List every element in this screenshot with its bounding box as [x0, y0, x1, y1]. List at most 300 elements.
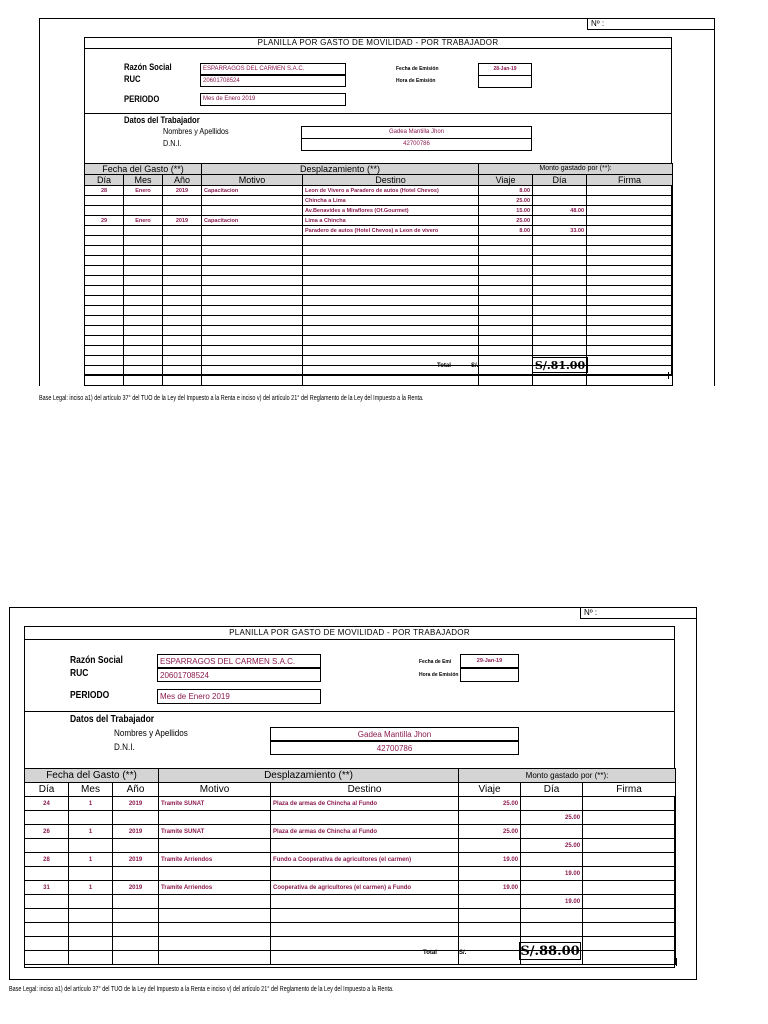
dni-label: D.N.I. [114, 742, 135, 752]
cell-viaje [459, 895, 521, 909]
header-row-group [85, 164, 673, 175]
cell-dia [85, 226, 124, 236]
cell-motivo [159, 867, 271, 881]
cell-destino [303, 296, 479, 306]
table-row [25, 923, 676, 937]
cell-anio [113, 867, 159, 881]
cell-destino [303, 356, 479, 366]
total-label: Total [437, 363, 451, 369]
gastos-table [84, 163, 673, 386]
dia-header: Día [25, 783, 69, 797]
cell-firma [583, 867, 676, 881]
cell-anio [163, 366, 202, 376]
table-row [85, 266, 673, 276]
cell-viaje [479, 356, 533, 366]
cell-viaje [459, 867, 521, 881]
cell-viaje [479, 236, 533, 246]
nombres-value: Gadea Mantilla Jhon [270, 727, 519, 741]
hora-emision-label: Hora de Emisión [419, 672, 459, 678]
cell-firma [587, 226, 673, 236]
table-row [85, 206, 673, 216]
cell-firma [587, 246, 673, 256]
cell-firma [587, 256, 673, 266]
cell-destino: Av.Benavides a Miraflores (Of.Gourmet) [303, 206, 479, 216]
cell-motivo [202, 346, 303, 356]
cell-destino [303, 366, 479, 376]
cell-anio: 2019 [113, 825, 159, 839]
cell-anio: 2019 [163, 186, 202, 196]
cell-anio: 2019 [113, 797, 159, 811]
cell-anio [113, 937, 159, 951]
cell-motivo [202, 326, 303, 336]
cell-anio [113, 811, 159, 825]
cell-destino [303, 266, 479, 276]
cell-firma [583, 881, 676, 895]
cell-firma [587, 356, 673, 366]
cell-firma [587, 216, 673, 226]
cell-dia [85, 356, 124, 366]
cell-mes [124, 196, 163, 206]
cell-anio [163, 306, 202, 316]
cell-firma [587, 326, 673, 336]
cell-motivo [202, 246, 303, 256]
cell-firma [583, 951, 676, 965]
table-row [85, 376, 673, 386]
cell-anio [163, 256, 202, 266]
cell-anio [163, 356, 202, 366]
cell-mes: Enero [124, 216, 163, 226]
cell-motivo [159, 909, 271, 923]
cell-destino: Cooperativa de agricultores (el carmen) a Fundo [271, 881, 459, 895]
total-currency: S/. [459, 950, 467, 956]
fecha-gasto-header: Fecha del Gasto (**) [25, 769, 159, 783]
cell-anio [163, 286, 202, 296]
anio-header: Año [113, 783, 159, 797]
cell-motivo [159, 895, 271, 909]
cell-motivo [159, 811, 271, 825]
gastos-body [25, 797, 676, 965]
margin-mark [676, 958, 677, 966]
cell-destino [303, 316, 479, 326]
cell-firma [583, 895, 676, 909]
cell-dia [85, 276, 124, 286]
table-row [25, 825, 676, 839]
cell-viaje [479, 256, 533, 266]
cell-firma [587, 306, 673, 316]
cell-mes [69, 937, 113, 951]
cell-dia [85, 256, 124, 266]
cell-viaje [459, 923, 521, 937]
table-row [85, 276, 673, 286]
cell-anio [163, 296, 202, 306]
cell-viaje [479, 316, 533, 326]
cell-firma [583, 909, 676, 923]
nombres-value: Gadea Mantilla Jhon [301, 126, 532, 139]
cell-viaje [479, 276, 533, 286]
motivo-header: Motivo [202, 175, 303, 186]
cell-mes [124, 346, 163, 356]
header-row-columns [85, 175, 673, 186]
cell-anio [113, 951, 159, 965]
cell-motivo [202, 316, 303, 326]
cell-mes [124, 286, 163, 296]
cell-mes [124, 316, 163, 326]
cell-anio [163, 206, 202, 216]
cell-dia-monto [533, 216, 587, 226]
table-row [85, 286, 673, 296]
cell-dia [85, 316, 124, 326]
cell-dia [85, 306, 124, 316]
table-row [85, 336, 673, 346]
cell-viaje [479, 286, 533, 296]
cell-anio [113, 909, 159, 923]
table-row [85, 186, 673, 196]
cell-motivo [202, 226, 303, 236]
cell-dia [85, 266, 124, 276]
cell-viaje: 19.00 [459, 853, 521, 867]
cell-firma [587, 276, 673, 286]
cell-dia-monto: 19.00 [521, 867, 583, 881]
razon-social-value: ESPARRAGOS DEL CARMEN S.A.C. [157, 654, 321, 668]
datos-trabajador-label: Datos del Trabajador [70, 714, 155, 725]
cell-mes [124, 276, 163, 286]
cell-destino [303, 336, 479, 346]
cell-motivo [202, 286, 303, 296]
periodo-value: Mes de Enero 2019 [200, 93, 346, 106]
fecha-emision-label: Fecha de Emisión [396, 66, 439, 72]
cell-dia-monto [533, 376, 587, 386]
cell-dia [85, 286, 124, 296]
cell-anio: 2019 [113, 853, 159, 867]
cell-firma [583, 811, 676, 825]
destino-header: Destino [303, 175, 479, 186]
cell-destino [303, 246, 479, 256]
cell-firma [583, 853, 676, 867]
cell-firma [587, 206, 673, 216]
cell-viaje [479, 296, 533, 306]
cell-dia [85, 246, 124, 256]
cell-firma [587, 366, 673, 376]
cell-dia-monto [521, 825, 583, 839]
cell-anio: 2019 [163, 216, 202, 226]
cell-motivo [202, 296, 303, 306]
cell-destino: Fundo a Cooperativa de agricultores (el carmen) [271, 853, 459, 867]
cell-destino [271, 895, 459, 909]
ruc-value: 20601708524 [157, 668, 321, 682]
cell-dia: 28 [25, 853, 69, 867]
ruc-label: RUC [124, 74, 141, 84]
cell-dia [85, 206, 124, 216]
cell-dia [85, 366, 124, 376]
cell-dia-monto: 48.00 [533, 206, 587, 216]
table-row [85, 246, 673, 256]
cell-viaje [479, 266, 533, 276]
cell-motivo [202, 206, 303, 216]
cell-destino [303, 256, 479, 266]
table-row [25, 909, 676, 923]
cell-mes [69, 951, 113, 965]
razon-social-label: Razón Social [124, 62, 172, 72]
nombres-label: Nombres y Apellidos [114, 728, 188, 738]
monto-header: Monto gastado por (**): [479, 164, 673, 175]
cell-anio [163, 196, 202, 206]
table-row [85, 326, 673, 336]
cell-firma [583, 825, 676, 839]
cell-destino: Lima a Chincha [303, 216, 479, 226]
cell-dia-monto [533, 336, 587, 346]
cell-destino [271, 937, 459, 951]
cell-mes [124, 376, 163, 386]
cell-destino [303, 286, 479, 296]
cell-dia-monto [533, 346, 587, 356]
total-label: Total [423, 950, 437, 956]
cell-motivo: Tramite SUNAT [159, 797, 271, 811]
cell-motivo [202, 266, 303, 276]
cell-mes: Enero [124, 186, 163, 196]
cell-dia [25, 909, 69, 923]
cell-destino [303, 306, 479, 316]
cell-dia-monto: 25.00 [521, 839, 583, 853]
cell-anio [163, 276, 202, 286]
numero-box: Nº : [587, 18, 715, 30]
cell-mes [124, 236, 163, 246]
cell-dia-monto [533, 246, 587, 256]
cell-motivo [202, 366, 303, 376]
cell-mes [69, 909, 113, 923]
cell-anio [113, 895, 159, 909]
table-row [85, 316, 673, 326]
cell-destino: Paradero de autos (Hotel Chevos) a Leon de vivero [303, 226, 479, 236]
hora-emision-value [478, 75, 532, 88]
cell-mes [69, 811, 113, 825]
cell-anio [163, 236, 202, 246]
cell-dia: 29 [85, 216, 124, 226]
cell-firma [583, 923, 676, 937]
anio-header: Año [163, 175, 202, 186]
cell-dia-monto: 25.00 [521, 811, 583, 825]
cell-mes: 1 [69, 825, 113, 839]
cell-firma [587, 266, 673, 276]
table-row [25, 839, 676, 853]
cell-dia [25, 867, 69, 881]
cell-dia [25, 811, 69, 825]
cell-motivo: Tramite Arriendos [159, 881, 271, 895]
cell-destino: Plaza de armas de Chincha al Fundo [271, 797, 459, 811]
cell-mes [124, 326, 163, 336]
cell-mes: 1 [69, 797, 113, 811]
cell-viaje [479, 306, 533, 316]
cell-viaje [479, 336, 533, 346]
cell-motivo [202, 256, 303, 266]
gastos-body [85, 186, 673, 386]
fecha-emision-value: 29-Jan-19 [460, 654, 519, 668]
table-row [25, 895, 676, 909]
cell-firma [587, 346, 673, 356]
cell-viaje [459, 909, 521, 923]
cell-viaje: 8.00 [479, 186, 533, 196]
periodo-label: PERIODO [70, 690, 110, 701]
table-row [85, 296, 673, 306]
cell-dia-monto [533, 196, 587, 206]
margin-mark [668, 372, 669, 379]
cell-anio: 2019 [113, 881, 159, 895]
cell-viaje: 25.00 [459, 825, 521, 839]
cell-motivo [202, 356, 303, 366]
razon-social-value: ESPARRAGOS DEL CARMEN S.A.C. [200, 63, 346, 75]
dni-value: 42700786 [270, 741, 519, 755]
motivo-header: Motivo [159, 783, 271, 797]
cell-motivo [159, 839, 271, 853]
cell-viaje [459, 839, 521, 853]
cell-mes [124, 306, 163, 316]
destino-header: Destino [271, 783, 459, 797]
cell-viaje [479, 346, 533, 356]
cell-mes [124, 296, 163, 306]
cell-dia-monto [521, 923, 583, 937]
table-row [25, 881, 676, 895]
cell-dia-monto [533, 296, 587, 306]
cell-dia [25, 937, 69, 951]
cell-mes [69, 839, 113, 853]
cell-destino [271, 811, 459, 825]
dia-monto-header: Día [521, 783, 583, 797]
section-divider [24, 711, 675, 712]
cell-viaje: 8.00 [479, 226, 533, 236]
cell-dia-monto [533, 236, 587, 246]
cell-mes: 1 [69, 853, 113, 867]
fecha-emision-value: 28-Jan-19 [478, 63, 532, 76]
hora-emision-label: Hora de Emisión [396, 78, 436, 84]
cell-firma [583, 839, 676, 853]
cell-anio [163, 246, 202, 256]
cell-destino [303, 276, 479, 286]
periodo-value: Mes de Enero 2019 [157, 689, 321, 704]
gastos-table [24, 768, 676, 965]
cell-anio [163, 346, 202, 356]
cell-destino: Leon de Vivero a Paradero de autos (Hotel Chevos) [303, 186, 479, 196]
cell-mes [124, 226, 163, 236]
ruc-value: 20601708524 [200, 75, 346, 87]
cell-dia [85, 346, 124, 356]
cell-viaje [479, 246, 533, 256]
cell-destino [303, 376, 479, 386]
cell-firma [587, 296, 673, 306]
table-row [85, 226, 673, 236]
total-currency: S/. [471, 363, 479, 369]
cell-mes [124, 336, 163, 346]
nombres-label: Nombres y Apellidos [163, 127, 229, 136]
numero-box: Nº : [580, 607, 697, 619]
table-row [85, 306, 673, 316]
cell-dia [85, 236, 124, 246]
cell-mes [124, 366, 163, 376]
form-title: PLANILLA POR GASTO DE MOVILIDAD - POR TRABAJADOR [24, 626, 675, 640]
cell-anio [163, 316, 202, 326]
cell-dia-monto [533, 266, 587, 276]
cell-dia [85, 326, 124, 336]
cell-destino [271, 839, 459, 853]
cell-viaje: 25.00 [479, 196, 533, 206]
cell-motivo [202, 276, 303, 286]
cell-viaje: 25.00 [459, 797, 521, 811]
cell-dia-monto [533, 306, 587, 316]
cell-destino [271, 923, 459, 937]
header-row-group [25, 769, 676, 783]
cell-viaje [479, 366, 533, 376]
cell-dia [25, 951, 69, 965]
section-divider [84, 113, 672, 114]
table-row [25, 853, 676, 867]
dni-label: D.N.I. [163, 139, 182, 148]
cell-motivo [202, 236, 303, 246]
cell-dia-monto [533, 256, 587, 266]
cell-destino [303, 346, 479, 356]
cell-dia [85, 196, 124, 206]
cell-motivo [159, 937, 271, 951]
cell-anio [163, 336, 202, 346]
fecha-gasto-header: Fecha del Gasto (**) [85, 164, 202, 175]
cell-mes [69, 895, 113, 909]
cell-firma [583, 797, 676, 811]
cell-dia-monto: 33.00 [533, 226, 587, 236]
cell-dia [85, 336, 124, 346]
form-title: PLANILLA POR GASTO DE MOVILIDAD - POR TRABAJADOR [84, 37, 672, 49]
cell-anio [163, 376, 202, 386]
cell-dia [25, 839, 69, 853]
cell-dia-monto [533, 316, 587, 326]
cell-anio [113, 839, 159, 853]
cell-mes [69, 867, 113, 881]
cell-firma [587, 376, 673, 386]
table-row [85, 236, 673, 246]
cell-viaje: 25.00 [479, 216, 533, 226]
table-row [85, 216, 673, 226]
cell-dia-monto [521, 797, 583, 811]
periodo-label: PERIODO [124, 94, 160, 104]
cell-viaje [459, 811, 521, 825]
cell-mes [69, 923, 113, 937]
cell-anio [163, 266, 202, 276]
cell-motivo: Tramite Arriendos [159, 853, 271, 867]
cell-firma [587, 236, 673, 246]
cell-dia: 26 [25, 825, 69, 839]
cell-destino [271, 867, 459, 881]
cell-motivo: Capacitacion [202, 216, 303, 226]
cell-dia-monto [533, 186, 587, 196]
cell-destino [271, 909, 459, 923]
cell-motivo [202, 306, 303, 316]
total-value: S/.88.00 [520, 944, 580, 959]
table-row [25, 811, 676, 825]
cell-anio [163, 226, 202, 236]
dni-value: 42700786 [301, 138, 532, 151]
cell-anio [163, 326, 202, 336]
firma-header: Firma [587, 175, 673, 186]
cell-dia [25, 895, 69, 909]
cell-mes [124, 356, 163, 366]
cell-destino: Plaza de armas de Chincha al Fundo [271, 825, 459, 839]
cell-dia-monto [521, 853, 583, 867]
dia-monto-header: Día [533, 175, 587, 186]
mes-header: Mes [124, 175, 163, 186]
cell-firma [587, 336, 673, 346]
cell-motivo [202, 376, 303, 386]
cell-motivo [202, 196, 303, 206]
cell-viaje: 15.00 [479, 206, 533, 216]
cell-viaje [479, 376, 533, 386]
cell-motivo [159, 951, 271, 965]
table-row [25, 797, 676, 811]
